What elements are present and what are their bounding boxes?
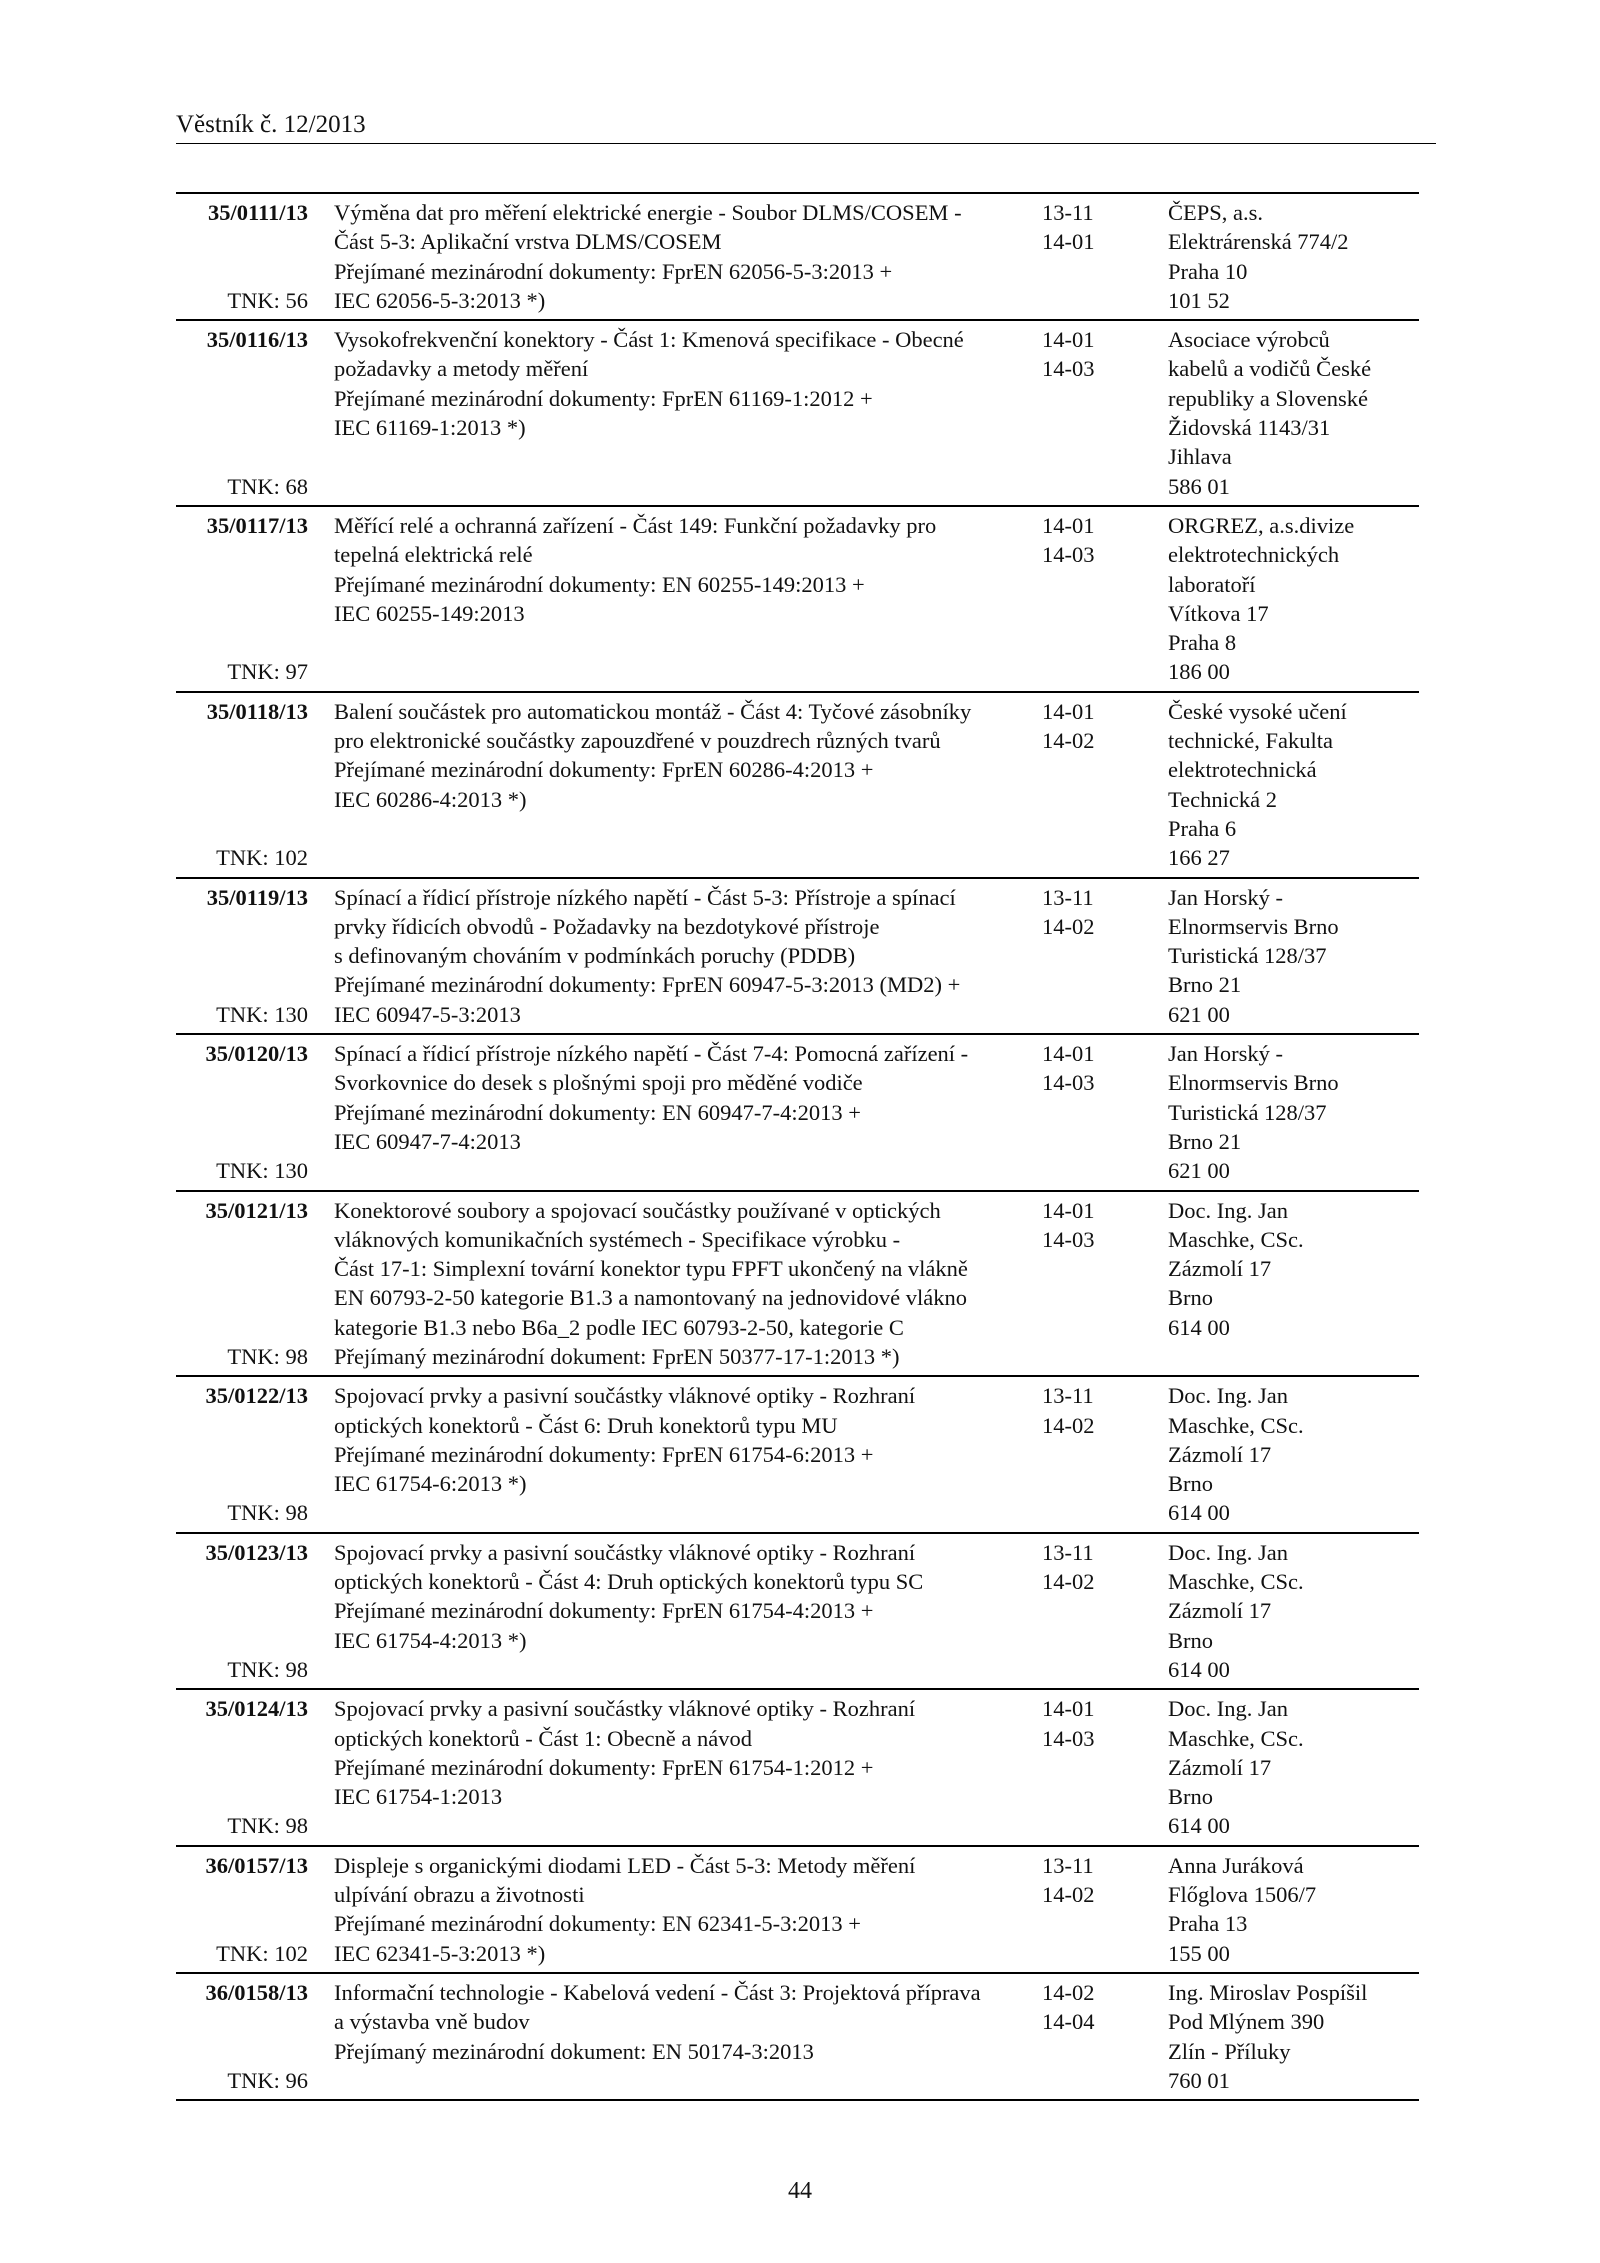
tnk-number: TNK: 98 (227, 1656, 308, 1682)
date-value: 14-03 (1042, 542, 1095, 568)
title-line: Přejímané mezinárodní dokumenty: FprEN 61754-6:2013 + (334, 1441, 874, 1467)
address-line: Anna Juráková (1168, 1852, 1304, 1878)
standard-title (334, 1381, 1042, 1527)
address-line: Turistická 128/37 (1168, 943, 1327, 969)
date-value: 14-02 (1042, 1412, 1095, 1438)
title-line: Spojovací prvky a pasivní součástky vláknové optiky - Rozhraní (334, 1696, 916, 1722)
processor-address (1168, 883, 1419, 1029)
address-line: ORGREZ, a.s.divize (1168, 512, 1355, 538)
date-value: 14-02 (1042, 728, 1095, 754)
entry-id-column (176, 1978, 308, 2095)
entry-id-column (176, 325, 308, 501)
title-line: EN 60793-2-50 kategorie B1.3 a namontovaný na jednovidové vlákno (334, 1285, 967, 1311)
address-line: 186 00 (1168, 659, 1230, 685)
date-value: 14-02 (1042, 1979, 1095, 2005)
address-line: Brno (1168, 1285, 1213, 1311)
title-line: Spojovací prvky a pasivní součástky vláknové optiky - Rozhraní (334, 1539, 916, 1565)
title-line: Spojovací prvky a pasivní součástky vláknové optiky - Rozhraní (334, 1383, 916, 1409)
standard-title (334, 883, 1042, 1029)
processor-address (1168, 325, 1419, 501)
table-row (176, 321, 1419, 507)
standard-code: 36/0157/13 (205, 1852, 308, 1878)
comment-dates (1042, 1381, 1168, 1527)
date-value: 13-11 (1042, 1383, 1094, 1409)
address-line: technické, Fakulta (1168, 728, 1333, 754)
standard-title (334, 1538, 1042, 1684)
title-line: Informační technologie - Kabelová vedení - Část 3: Projektová příprava (334, 1979, 981, 2005)
date-value: 14-03 (1042, 1070, 1095, 1096)
table-row (176, 507, 1419, 693)
address-line: Brno (1168, 1784, 1213, 1810)
address-line: Maschke, CSc. (1168, 1226, 1304, 1252)
title-line: IEC 61754-1:2013 (334, 1784, 503, 1810)
address-line: 586 01 (1168, 473, 1230, 499)
title-line: Přejímané mezinárodní dokumenty: EN 60947-7-4:2013 + (334, 1099, 861, 1125)
title-line: Výměna dat pro měření elektrické energie - Soubor DLMS/COSEM - (334, 200, 962, 225)
standard-title (334, 325, 1042, 501)
title-line: Svorkovnice do desek s plošnými spoji pro měděné vodiče (334, 1070, 863, 1096)
date-value: 14-01 (1042, 327, 1095, 353)
table-row (176, 693, 1419, 879)
address-line: Praha 6 (1168, 815, 1237, 841)
address-line: Praha 8 (1168, 630, 1237, 656)
processor-address (1168, 511, 1419, 687)
standard-code: 35/0111/13 (207, 200, 308, 225)
date-value: 14-02 (1042, 1882, 1095, 1908)
title-line: IEC 60947-7-4:2013 (334, 1128, 521, 1154)
title-line: IEC 62341-5-3:2013 *) (334, 1940, 546, 1966)
comment-dates (1042, 1196, 1168, 1372)
comment-dates (1042, 511, 1168, 687)
standard-code: 35/0120/13 (205, 1041, 308, 1067)
date-value: 14-03 (1042, 1226, 1095, 1252)
table-row (176, 1377, 1419, 1533)
entry-id-column (176, 883, 308, 1029)
title-line: a výstavba vně budov (334, 2009, 530, 2035)
title-line: Přejímané mezinárodní dokumenty: FprEN 60947-5-3:2013 (MD2) + (334, 972, 961, 998)
address-line: Maschke, CSc. (1168, 1725, 1304, 1751)
address-line: Jan Horský - (1168, 884, 1283, 910)
title-line: Spínací a řídicí přístroje nízkého napětí - Část 7-4: Pomocná zařízení - (334, 1041, 969, 1067)
standard-code: 35/0119/13 (206, 884, 308, 910)
address-line: Praha 10 (1168, 258, 1248, 284)
entry-id-column (176, 198, 308, 315)
address-line: Zázmolí 17 (1168, 1754, 1272, 1780)
title-line: Přejímané mezinárodní dokumenty: EN 60255-149:2013 + (334, 571, 865, 597)
table-row (176, 1035, 1419, 1191)
address-line: Brno (1168, 1627, 1213, 1653)
entry-id-column (176, 1538, 308, 1684)
address-line: Maschke, CSc. (1168, 1412, 1304, 1438)
standard-title (334, 1851, 1042, 1968)
title-line: vláknových komunikačních systémech - Specifikace výrobku - (334, 1226, 901, 1252)
processor-address (1168, 1851, 1419, 1968)
title-line: prvky řídicích obvodů - Požadavky na bezdotykové přístroje (334, 913, 880, 939)
title-line: Přejímané mezinárodní dokumenty: FprEN 61754-4:2013 + (334, 1598, 874, 1624)
address-line: 614 00 (1168, 1813, 1230, 1839)
title-line: Přejímané mezinárodní dokumenty: FprEN 61169-1:2012 + (334, 385, 873, 411)
comment-dates (1042, 325, 1168, 501)
title-line: Přejímané mezinárodní dokumenty: FprEN 62056-5-3:2013 + (334, 258, 893, 284)
address-line: Doc. Ing. Jan (1168, 1539, 1288, 1565)
date-value: 13-11 (1042, 884, 1094, 910)
table-row (176, 1534, 1419, 1690)
address-line: Turistická 128/37 (1168, 1099, 1327, 1125)
address-line: Elnormservis Brno (1168, 913, 1339, 939)
standard-title (334, 1039, 1042, 1185)
processor-address (1168, 697, 1419, 873)
title-line: IEC 62056-5-3:2013 *) (334, 287, 546, 313)
table-row (176, 1690, 1419, 1846)
title-line: IEC 61169-1:2013 *) (334, 415, 526, 441)
address-line: 101 52 (1168, 287, 1230, 313)
entry-id-column (176, 1851, 308, 1968)
address-line: 155 00 (1168, 1940, 1230, 1966)
page-header (176, 110, 1436, 144)
title-line: ulpívání obrazu a životnosti (334, 1882, 585, 1908)
standard-code: 35/0117/13 (206, 512, 308, 538)
address-line: republiky a Slovenské (1168, 385, 1368, 411)
address-line: Brno 21 (1168, 1128, 1242, 1154)
standard-title (334, 198, 1042, 315)
comment-dates (1042, 1851, 1168, 1968)
standard-code: 35/0121/13 (205, 1197, 308, 1223)
date-value: 14-01 (1042, 1041, 1095, 1067)
date-value: 14-01 (1042, 698, 1095, 724)
page-number: 44 (788, 2178, 812, 2204)
address-line: Asociace výrobců (1168, 327, 1330, 353)
date-value: 14-03 (1042, 1725, 1095, 1751)
address-line: 614 00 (1168, 1314, 1230, 1340)
title-line: Konektorové soubory a spojovací součástky používané v optických (334, 1197, 941, 1223)
standard-code: 35/0122/13 (205, 1383, 308, 1409)
processor-address (1168, 1381, 1419, 1527)
tnk-number: TNK: 130 (216, 1158, 308, 1184)
tnk-number: TNK: 98 (227, 1813, 308, 1839)
date-value: 13-11 (1042, 1852, 1094, 1878)
standard-title (334, 1196, 1042, 1372)
tnk-number: TNK: 68 (227, 473, 308, 499)
tnk-number: TNK: 102 (216, 845, 308, 871)
address-line: 614 00 (1168, 1656, 1230, 1682)
title-line: IEC 60286-4:2013 *) (334, 786, 527, 812)
address-line: laboratoří (1168, 571, 1256, 597)
address-line: Židovská 1143/31 (1168, 415, 1331, 441)
address-line: Zázmolí 17 (1168, 1256, 1272, 1282)
date-value: 14-01 (1042, 1696, 1095, 1722)
standard-code: 35/0118/13 (206, 698, 308, 724)
address-line: Elektrárenská 774/2 (1168, 229, 1349, 255)
title-line: Měřící relé a ochranná zařízení - Část 149: Funkční požadavky pro (334, 512, 937, 538)
comment-dates (1042, 1039, 1168, 1185)
title-line: Displeje s organickými diodami LED - Část 5-3: Metody měření (334, 1852, 916, 1878)
date-value: 14-01 (1042, 229, 1095, 255)
address-line: Doc. Ing. Jan (1168, 1696, 1288, 1722)
address-line: Technická 2 (1168, 786, 1277, 812)
title-line: Přejímané mezinárodní dokumenty: FprEN 60286-4:2013 + (334, 757, 874, 783)
title-line: Část 17-1: Simplexní tovární konektor typu FPFT ukončený na vlákně (334, 1256, 968, 1282)
entry-id-column (176, 1694, 308, 1840)
comment-dates (1042, 198, 1168, 315)
address-line: Ing. Miroslav Pospíšil (1168, 1979, 1368, 2005)
publication-title: Věstník č. 12/2013 (176, 111, 366, 138)
standard-title (334, 1694, 1042, 1840)
title-line: Přejímaný mezinárodní dokument: EN 50174-3:2013 (334, 2038, 814, 2064)
title-line: Přejímané mezinárodní dokumenty: FprEN 61754-1:2012 + (334, 1754, 874, 1780)
comment-dates (1042, 1538, 1168, 1684)
address-line: České vysoké učení (1168, 698, 1347, 724)
date-value: 14-02 (1042, 913, 1095, 939)
standard-title (334, 511, 1042, 687)
tnk-number: TNK: 98 (227, 1500, 308, 1526)
address-line: Brno 21 (1168, 972, 1242, 998)
title-line: pro elektronické součástky zapouzdřené v pouzdrech různých tvarů (334, 728, 941, 754)
title-line: tepelná elektrická relé (334, 542, 533, 568)
date-value: 14-03 (1042, 356, 1095, 382)
standard-code: 35/0123/13 (205, 1539, 308, 1565)
address-line: Jihlava (1168, 444, 1232, 470)
standard-code: 35/0124/13 (205, 1696, 308, 1722)
address-line: 614 00 (1168, 1500, 1230, 1526)
address-line: elektrotechnických (1168, 542, 1340, 568)
entry-id-column (176, 511, 308, 687)
address-line: Pod Mlýnem 390 (1168, 2009, 1325, 2035)
tnk-number: TNK: 96 (227, 2067, 308, 2093)
address-line: Doc. Ing. Jan (1168, 1383, 1288, 1409)
date-value: 14-01 (1042, 512, 1095, 538)
address-line: Zázmolí 17 (1168, 1598, 1272, 1624)
processor-address (1168, 1538, 1419, 1684)
tnk-number: TNK: 97 (227, 659, 308, 685)
table-row (176, 1847, 1419, 1974)
title-line: s definovaným chováním v podmínkách poruchy (PDDB) (334, 943, 856, 969)
address-line: Zlín - Příluky (1168, 2038, 1291, 2064)
date-value: 14-01 (1042, 1197, 1095, 1223)
address-line: Elnormservis Brno (1168, 1070, 1339, 1096)
address-line: Maschke, CSc. (1168, 1569, 1304, 1595)
title-line: požadavky a metody měření (334, 356, 589, 382)
title-line: IEC 60947-5-3:2013 (334, 1001, 521, 1027)
address-line: Praha 13 (1168, 1911, 1248, 1937)
processor-address (1168, 1196, 1419, 1372)
address-line: 166 27 (1168, 845, 1230, 871)
title-line: Přejímaný mezinárodní dokument: FprEN 50377-17-1:2013 *) (334, 1343, 900, 1369)
entry-id-column (176, 1039, 308, 1185)
table-row (176, 879, 1419, 1035)
date-value: 14-04 (1042, 2009, 1095, 2035)
address-line: Zázmolí 17 (1168, 1441, 1272, 1467)
address-line: kabelů a vodičů České (1168, 356, 1372, 382)
table-row (176, 1974, 1419, 2101)
processor-address (1168, 1978, 1419, 2095)
entry-id-column (176, 1196, 308, 1372)
standards-table (176, 192, 1419, 2101)
address-line: Flőglova 1506/7 (1168, 1882, 1317, 1908)
address-line: elektrotechnická (1168, 757, 1317, 783)
title-line: Vysokofrekvenční konektory - Část 1: Kmenová specifikace - Obecné (334, 327, 964, 353)
title-line: Přejímané mezinárodní dokumenty: EN 62341-5-3:2013 + (334, 1911, 861, 1937)
title-line: optických konektorů - Část 6: Druh konektorů typu MU (334, 1412, 838, 1438)
tnk-number: TNK: 98 (227, 1343, 308, 1369)
title-line: Část 5-3: Aplikační vrstva DLMS/COSEM (334, 229, 722, 255)
address-line: ČEPS, a.s. (1168, 200, 1264, 225)
table-row (176, 194, 1419, 321)
date-value: 13-11 (1042, 200, 1094, 225)
comment-dates (1042, 1978, 1168, 2095)
standard-code: 36/0158/13 (205, 1979, 308, 2005)
address-line: 621 00 (1168, 1001, 1230, 1027)
tnk-number: TNK: 130 (216, 1001, 308, 1027)
standard-title (334, 697, 1042, 873)
comment-dates (1042, 883, 1168, 1029)
title-line: Spínací a řídicí přístroje nízkého napětí - Část 5-3: Přístroje a spínací (334, 884, 956, 910)
address-line: Jan Horský - (1168, 1041, 1283, 1067)
date-value: 14-02 (1042, 1569, 1095, 1595)
title-line: IEC 61754-6:2013 *) (334, 1471, 527, 1497)
address-line: 760 01 (1168, 2067, 1230, 2093)
comment-dates (1042, 697, 1168, 873)
processor-address (1168, 1039, 1419, 1185)
title-line: optických konektorů - Část 4: Druh optických konektorů typu SC (334, 1569, 924, 1595)
address-line: Vítkova 17 (1168, 600, 1269, 626)
date-value: 13-11 (1042, 1539, 1094, 1565)
standard-code: 35/0116/13 (206, 327, 308, 353)
title-line: Balení součástek pro automatickou montáž - Část 4: Tyčové zásobníky (334, 698, 972, 724)
comment-dates (1042, 1694, 1168, 1840)
title-line: kategorie B1.3 nebo B6a_2 podle IEC 60793-2-50, kategorie C (334, 1314, 904, 1340)
entry-id-column (176, 1381, 308, 1527)
title-line: optických konektorů - Část 1: Obecně a návod (334, 1725, 753, 1751)
tnk-number: TNK: 56 (227, 287, 308, 313)
table-row (176, 1192, 1419, 1378)
title-line: IEC 60255-149:2013 (334, 600, 525, 626)
address-line: 621 00 (1168, 1158, 1230, 1184)
address-line: Brno (1168, 1471, 1213, 1497)
title-line: IEC 61754-4:2013 *) (334, 1627, 527, 1653)
tnk-number: TNK: 102 (216, 1940, 308, 1966)
processor-address (1168, 198, 1419, 315)
entry-id-column (176, 697, 308, 873)
standard-title (334, 1978, 1042, 2095)
processor-address (1168, 1694, 1419, 1840)
address-line: Doc. Ing. Jan (1168, 1197, 1288, 1223)
